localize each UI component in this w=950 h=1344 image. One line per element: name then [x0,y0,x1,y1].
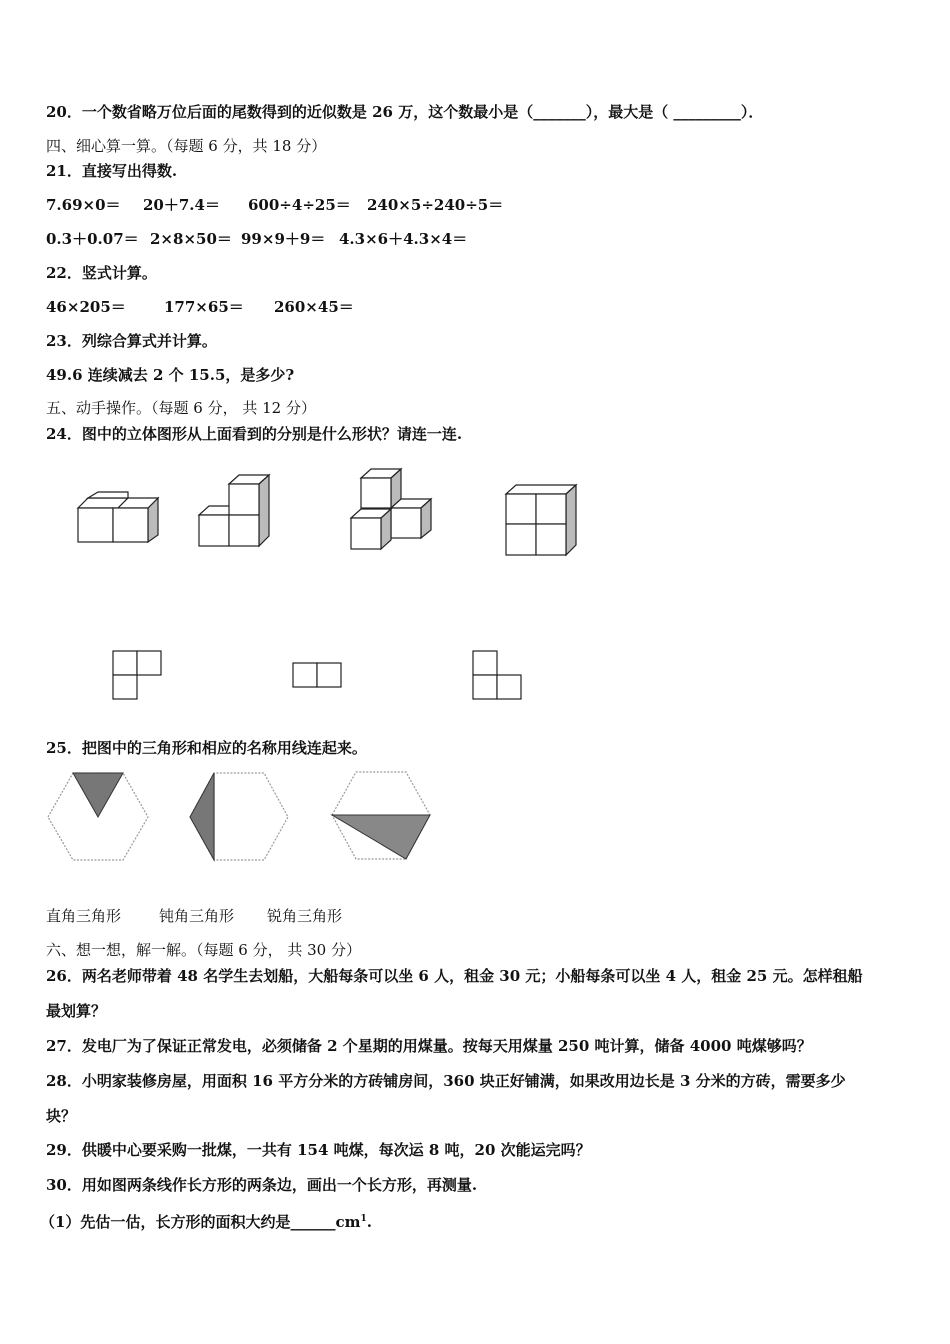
q22-calc-row [46,297,354,317]
q30-sub1-sup: 1 [360,1214,367,1224]
question-27: 27．发电厂为了保证正常发电，必须储备 2 个星期的用煤量。按每天用煤量 250 吨计算，储备 4000 吨煤够吗？ [46,1037,812,1055]
question-24: 24．图中的立体图形从上面看到的分别是什么形状？请连一连. [46,425,463,443]
q24-top-views-figure [100,640,530,710]
q30-sub1-text: （1）先估一估，长方形的面积大约是______cm [40,1213,361,1231]
calc-item: 260×45＝ [274,298,354,316]
top-view-1 [113,651,161,699]
q21-calc-row-2 [46,229,467,249]
solid-4 [506,485,576,555]
section-6-heading: 六、想一想，解一解。（每题 6 分， 共 30 分） [46,941,361,959]
q30-sub1-end: . [366,1213,372,1231]
hexagon-1 [48,773,148,860]
top-view-3 [473,651,521,699]
triangle-name: 钝角三角形 [159,907,235,925]
solid-3 [351,469,431,549]
question-30-sub1 [40,1209,372,1232]
calc-item: 20＋7.4＝ [143,196,220,214]
q25-triangle-names [46,906,342,926]
calc-item: 177×65＝ [164,298,244,316]
calc-item: 240×5÷240÷5＝ [367,196,504,214]
question-26-cont: 最划算？ [46,1002,107,1020]
question-28: 28．小明家装修房屋，用面积 16 平方分米的方砖铺房间，360 块正好铺满，如果改用边长是 3 分米的方砖，需要多少 [46,1072,846,1090]
section-5-heading: 五、动手操作。（每题 6 分， 共 12 分） [46,399,316,417]
q21-calc-row-1 [46,195,503,215]
top-view-2 [293,663,341,687]
calc-item: 7.69×0＝ [46,196,121,214]
triangle-name: 锐角三角形 [267,907,343,925]
calc-item: 600÷4÷25＝ [248,196,351,214]
calc-item: 4.3×6＋4.3×4＝ [339,230,468,248]
triangle-name: 直角三角形 [46,907,122,925]
question-23-text: 49.6 连续减去 2 个 15.5，是多少? [46,366,295,384]
calc-item: 99×9＋9＝ [241,230,326,248]
solid-2 [199,475,269,546]
question-21: 21．直接写出得数. [46,162,178,180]
question-23: 23．列综合算式并计算。 [46,332,217,350]
q24-solids-figure [60,460,600,560]
hexagon-2 [190,773,288,860]
calc-item: 2×8×50＝ [150,230,232,248]
q25-hexagons-figure [40,765,440,865]
question-20: 20．一个数省略万位后面的尾数得到的近似数是 26 万，这个数最小是（_______），最大是（ _________）． [46,103,764,121]
question-25: 25．把图中的三角形和相应的名称用线连起来。 [46,739,367,757]
solid-1 [78,492,158,542]
question-28-cont: 块？ [46,1107,77,1125]
question-29: 29．供暖中心要采购一批煤，一共有 154 吨煤，每次运 8 吨，20 次能运完吗？ [46,1141,591,1159]
hexagon-3 [332,772,430,859]
question-26: 26．两名老师带着 48 名学生去划船，大船每条可以坐 6 人，租金 30 元；小船每条可以坐 4 人，租金 25 元。怎样租船 [46,967,863,985]
question-30: 30．用如图两条线作长方形的两条边，画出一个长方形，再测量. [46,1176,478,1194]
calc-item: 46×205＝ [46,298,126,316]
section-4-heading: 四、细心算一算。（每题 6 分，共 18 分） [46,137,327,155]
calc-item: 0.3＋0.07＝ [46,230,139,248]
question-22: 22．竖式计算。 [46,264,157,282]
